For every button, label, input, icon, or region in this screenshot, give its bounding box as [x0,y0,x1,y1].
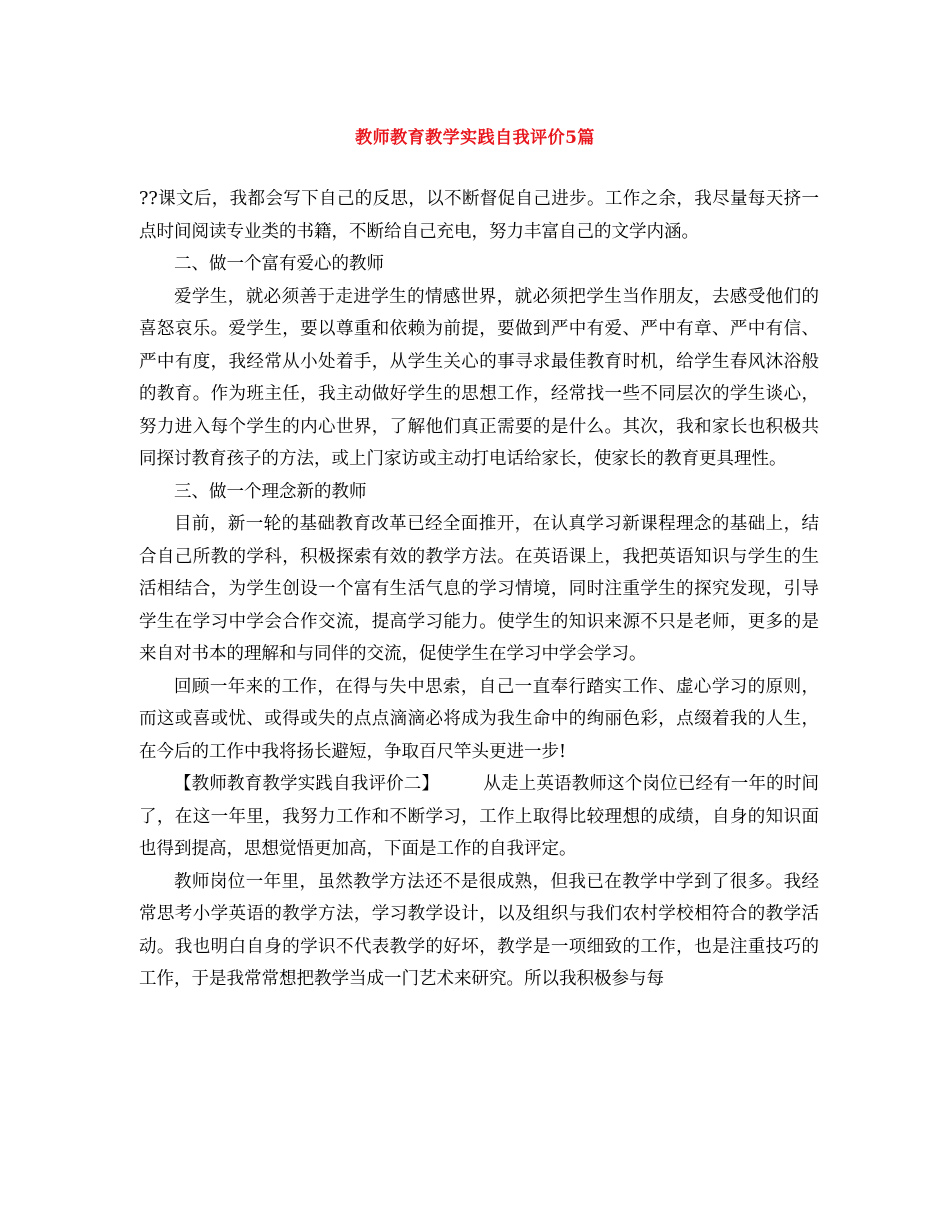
page-title: 教师教育教学实践自我评价5篇 [355,128,595,148]
section-heading-new-ideas: 三、做一个理念新的教师 [174,481,367,502]
paragraph: ??课文后，我都会写下自己的反思，以不断督促自己进步。工作之余，我尽量每天挤一点时间阅读专业类的书籍，不断给自己充电，努力丰富自己的文学内涵。 [139,189,819,242]
section-continuation: 从走上英语教师这个岗位已经有一年的时间了，在这一年里，我努力工作和不断学习，工作上取得比较理想的成绩，自身的知识面也得到提高，思想觉悟更加高，下面是工作的自我评定。 [139,774,820,859]
paragraph: 目前，新一轮的基础教育改革已经全面推开，在认真学习新课程理念的基础上，结合自己所教的学科，积极探索有效的教学方法。在英语课上，我把英语知识与学生的生活相结合，为学生创设一个富有生活气息的学习情境，同时注重学生的探究发现，引导学生在学习中学会合作交流，提高学习能力。使学生的知识来源不只是老师，更多的是来自对书本的理解和与同伴的交流，促使学生在学习中学会学习。 [139,514,819,664]
paragraph: 爱学生，就必须善于走进学生的情感世界，就必须把学生当作朋友，去感受他们的喜怒哀乐。爱学生，要以尊重和依赖为前提，要做到严中有爱、严中有章、严中有信、严中有度，我经常从小处着手，从学生关心的事寻求最佳教育时机，给学生春风沐浴般的教育。作为班主任，我主动做好学生的思想工作，经常找一些不同层次的学生谈心，努力进入每个学生的内心世界，了解他们真正需要的是什么。其次，我和家长也积极共同探讨教育孩子的方法，或上门家访或主动打电话给家长，使家长的教育更具理性。 [139,286,819,469]
section-heading-part-two: 【教师教育教学实践自我评价二】 [174,774,440,794]
paragraph [139,768,819,866]
paragraph: 回顾一年来的工作，在得与失中思索，自己一直奉行踏实工作、虚心学习的原则，而这或喜或忧、或得或失的点点滴滴必将成为我生命中的绚丽色彩，点缀着我的人生，在今后的工作中我将扬长避短，争取百尺竿头更进一步! [139,676,819,762]
section-heading-love: 二、做一个富有爱心的教师 [174,254,384,274]
document-body [139,183,819,996]
paragraph: 教师岗位一年里，虽然教学方法还不是很成熟，但我已在教学中学到了很多。我经常思考小学英语的教学方法，学习教学设计，以及组织与我们农村学校相符合的教学活动。我也明白自身的学识不代表教学的好坏，教学是一项细致的工作，也是注重技巧的工作，于是我常常想把教学当成一门艺术来研究。所以我积极参与每 [139,871,819,989]
